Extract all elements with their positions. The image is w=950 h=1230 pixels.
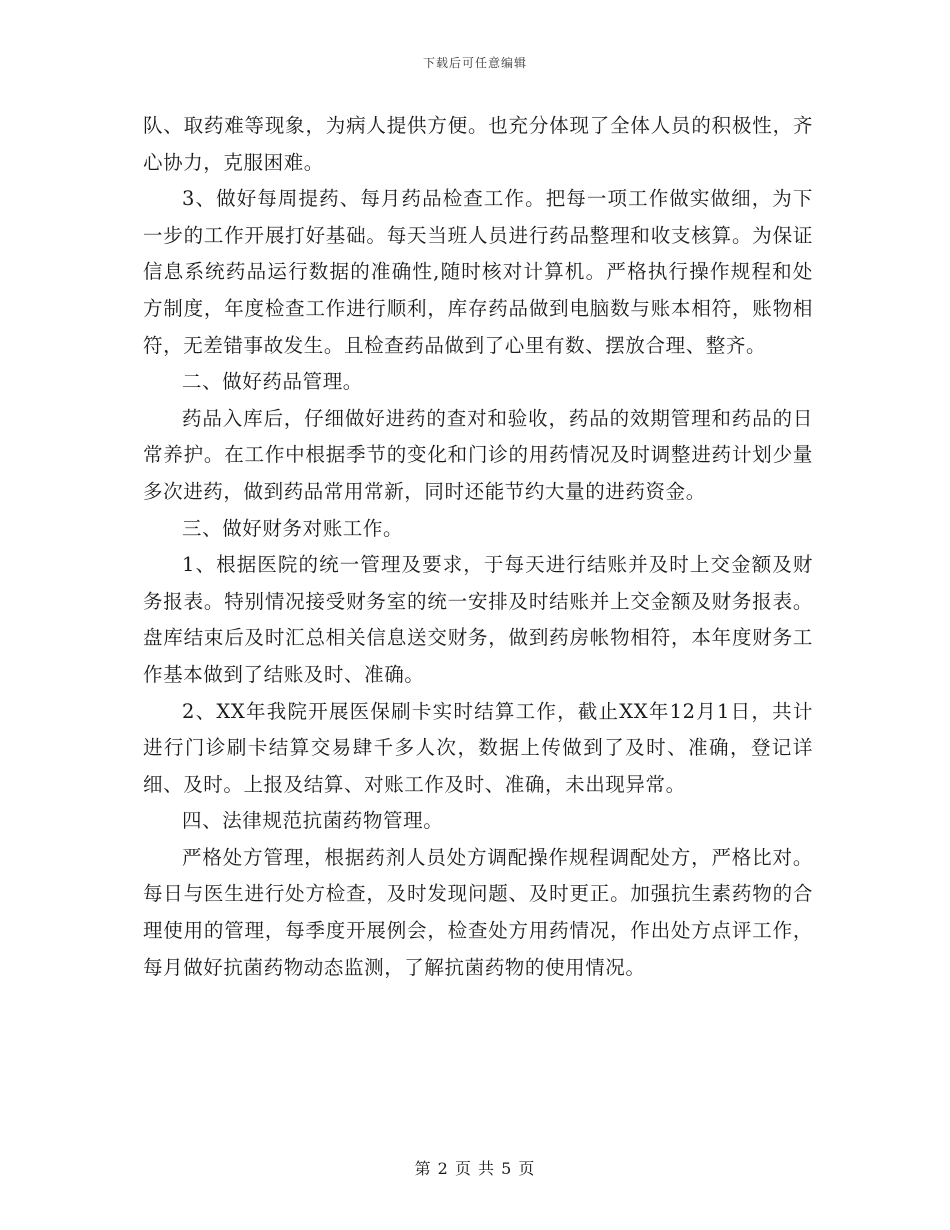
footer-suffix: 页 xyxy=(518,1159,536,1178)
header-note: 下载后可任意编辑 xyxy=(422,56,527,70)
paragraph: 队、取药难等现象，为病人提供方便。也充分体现了全体人员的积极性，齐心协力，克服困难。 xyxy=(143,114,813,174)
document-body xyxy=(143,108,813,986)
footer-middle: 页 共 xyxy=(454,1159,496,1178)
paragraph: 3、做好每周提药、每月药品检查工作。把每一项工作做实做细，为下一步的工作开展打好基础。每天当班人员进行药品整理和收支核算。为保证信息系统药品运行数据的准确性,随时核对计算机。严格执行操作规程和处方制度，年度检查工作进行顺利，库存药品做到电脑数与账本相符，账物相符，无差错事故发生。且检查药品做到了心里有数、摆放合理、整齐。 xyxy=(143,187,813,357)
page-total: 5 xyxy=(501,1159,513,1178)
section-heading: 四、法律规范抗菌药物管理。 xyxy=(182,809,444,833)
footer-prefix: 第 xyxy=(414,1159,432,1178)
paragraph: 药品入库后，仔细做好进药的查对和验收，药品的效期管理和药品的日常养护。在工作中根据季节的变化和门诊的用药情况及时调整进药计划少量多次进药，做到药品常用常新，同时还能节约大量的进药资金。 xyxy=(143,406,813,503)
page-footer xyxy=(0,1156,950,1179)
paragraph: 2、XX年我院开展医保刷卡实时结算工作，截止XX年12月1日，共计进行门诊刷卡结算交易肆千多人次，数据上传做到了及时、准确，登记详细、及时。上报及结算、对账工作及时、准确，未出现异常。 xyxy=(143,699,813,796)
section-heading: 二、做好药品管理。 xyxy=(182,370,363,394)
paragraph: 1、根据医院的统一管理及要求，于每天进行结账并及时上交金额及财务报表。特别情况接受财务室的统一安排及时结账并上交金额及财务报表。盘库结束后及时汇总相关信息送交财务，做到药房帐物相符，本年度财务工作基本做到了结账及时、准确。 xyxy=(143,553,813,686)
section-heading: 三、做好财务对账工作。 xyxy=(182,516,404,540)
paragraph: 严格处方管理，根据药剂人员处方调配操作规程调配处方，严格比对。每日与医生进行处方检查，及时发现问题、及时更正。加强抗生素药物的合理使用的管理，每季度开展例会，检查处方用药情况，作出处方点评工作，每月做好抗菌药物动态监测，了解抗菌药物的使用情况。 xyxy=(143,845,813,979)
page-number: 2 xyxy=(437,1159,449,1178)
